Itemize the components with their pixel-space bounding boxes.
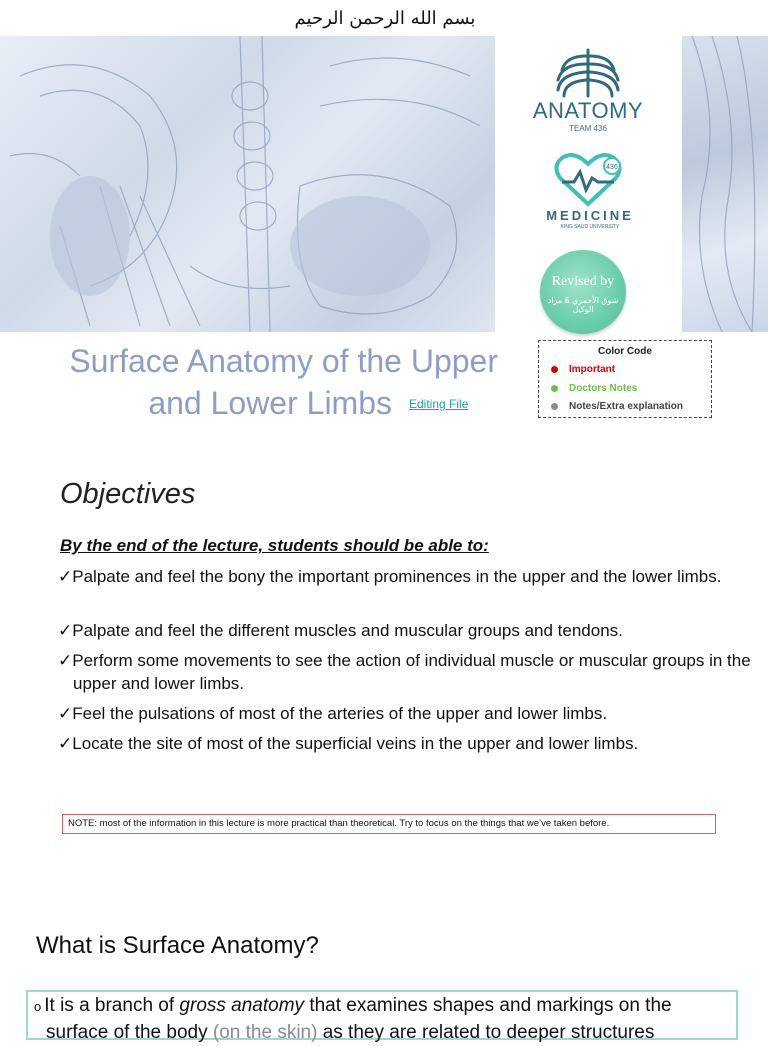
heart-pulse-logo-icon (552, 152, 624, 208)
objective-item: ✓Locate the site of most of the superficial veins in the upper and lower limbs. (58, 734, 639, 753)
objectives-heading: Objectives (60, 478, 196, 510)
color-code-label: Doctors Notes (569, 383, 638, 394)
color-code-item-extra-notes (551, 401, 683, 412)
color-code-label: Notes/Extra explanation (569, 401, 683, 412)
surface-anatomy-definition (34, 993, 734, 1046)
title-line-2: and Lower Limbs (148, 385, 392, 421)
page-title (16, 340, 498, 424)
revised-by-label: Revised by (551, 274, 615, 289)
muscle-sketch-icon (682, 36, 768, 332)
color-code-item-important (551, 364, 615, 375)
color-code-label: Important (569, 364, 616, 375)
objectives-intro: By the end of the lecture, students should be able to: (60, 536, 489, 555)
gross-anatomy-term: gross anatomy (179, 995, 305, 1016)
definition-line-2: surface of the body (on the skin) as they are related to deeper structures (46, 1022, 655, 1043)
title-line-1: Surface Anatomy of the Upper (69, 343, 498, 379)
medicine-logo-text: MEDICINE (546, 208, 634, 223)
red-dot-icon (551, 366, 558, 373)
gray-dot-icon (551, 403, 558, 410)
green-dot-icon (551, 385, 558, 392)
editing-file-link[interactable]: Editing File (409, 397, 469, 411)
surface-anatomy-heading: What is Surface Anatomy? (36, 932, 319, 959)
anatomy-illustration (0, 36, 495, 332)
objective-item: ✓Palpate and feel the different muscles and muscular groups and tendons. (58, 621, 623, 640)
skeleton-sketch-icon (0, 36, 495, 332)
objective-item: ✓Feel the pulsations of most of the arteries of the upper and lower limbs. (58, 704, 608, 723)
bullet-icon: o (34, 999, 42, 1014)
revised-by-names: شوق الأحمري & مراد الوكيل (547, 296, 619, 314)
objective-item: ✓Perform some movements to see the action of individual muscle or muscular groups in the upper and lower limbs. (58, 651, 751, 693)
definition-line-1: o It is a branch of gross anatomy that examines shapes and markings on the (34, 995, 672, 1016)
medicine-number: 436 (606, 164, 618, 171)
extra-note-text: (on the skin) (212, 1022, 318, 1043)
color-code-title: Color Code (598, 346, 652, 357)
medicine-sub-text: KING SAUD UNIVERSITY (560, 224, 620, 230)
lecture-note: NOTE: most of the information in this lecture is more practical than theoretical. Try to focus on the things that we’ve taken before. (62, 814, 716, 834)
objective-item: ✓Palpate and feel the bony the important prominences in the upper and the lower limbs. (58, 567, 722, 586)
anatomy-illustration-right (682, 36, 768, 332)
color-code-item-doctors-notes (551, 383, 637, 394)
anatomy-team-text: TEAM 436 (569, 124, 607, 133)
basmala-calligraphy: بسم الله الرحمن الرحيم (294, 8, 476, 29)
anatomy-logo-text: ANATOMY (532, 98, 644, 123)
revised-by-badge (540, 250, 626, 334)
